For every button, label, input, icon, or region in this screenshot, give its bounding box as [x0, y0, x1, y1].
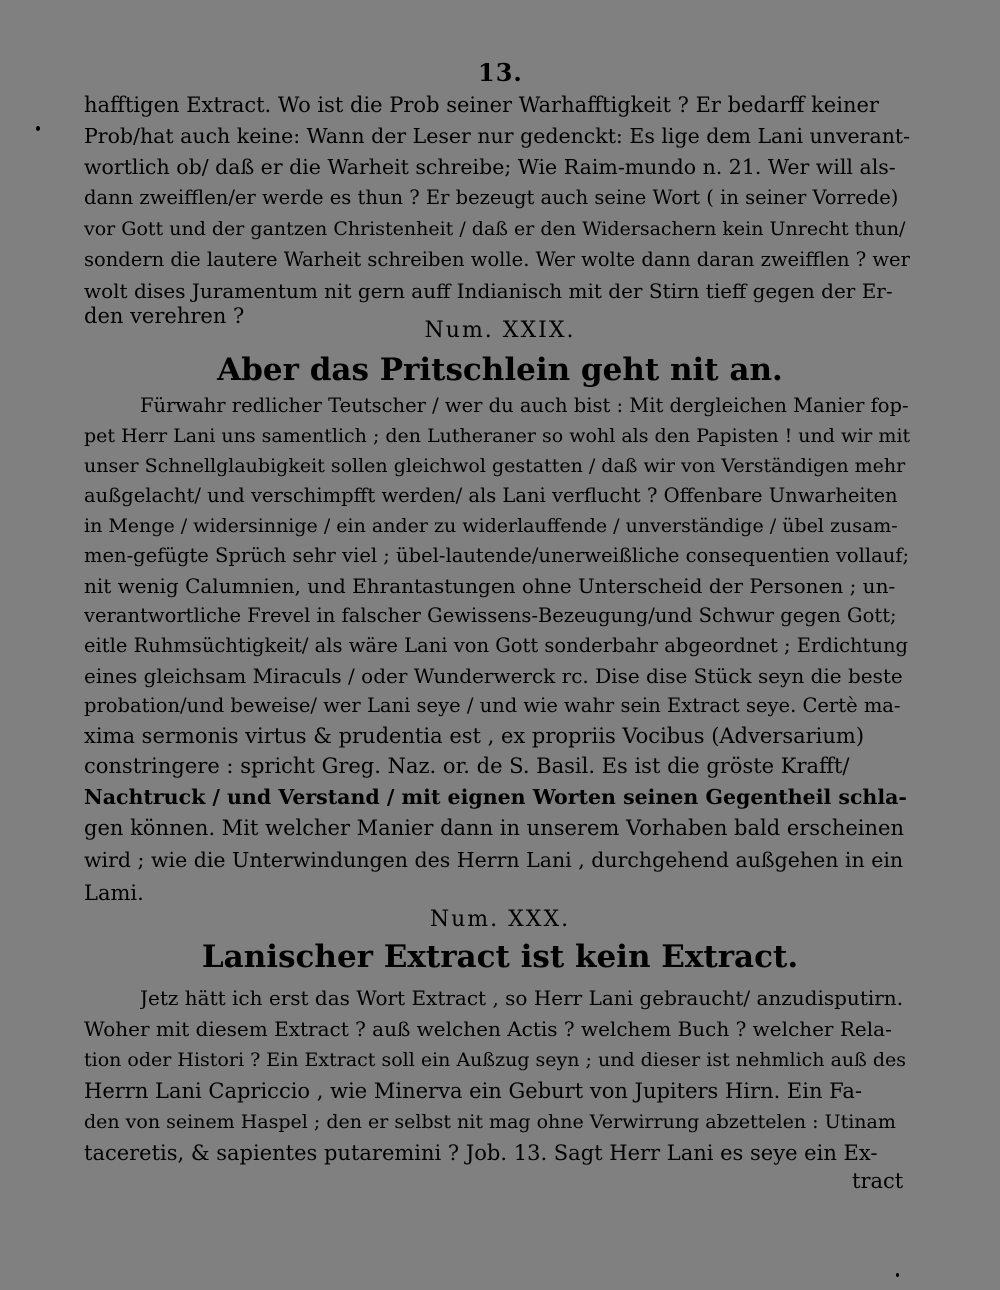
text-line: eitle Ruhmsüchtigkeit/ als wäre Lani von Gott sonderbahr abgeordnet ; Erdichtung [84, 634, 908, 657]
text-line: wortlich ob/ daß er die Warheit schreibe; Wie Raim-mundo n. 21. Wer will als- [84, 155, 896, 179]
text-line: Herrn Lani Capriccio , wie Minerva ein Geburt von Jupiters Hirn. Ein Fa- [84, 1079, 862, 1103]
text-line: verantwortliche Frevel in falscher Gewissens-Bezeugung/und Schwur gegen Gott; [84, 604, 897, 627]
text-line: unser Schnellglaubigkeit sollen gleichwol gestatten / daß wir von Verständigen mehr [84, 455, 906, 477]
text-line: Jetz hätt ich erst das Wort Extract , so Herr Lani gebraucht/ anzudisputirn. [140, 986, 904, 1010]
section-number: Num. XXIX. [424, 318, 576, 343]
text-line: men-gefügte Sprüch sehr viel ; übel-lautende/unerweißliche consequentien vollauf; [84, 544, 910, 567]
ink-speck [896, 1273, 899, 1277]
text-line: sondern die lautere Warheit schreiben wolle. Wer wolte dann daran zweifflen ? wer [84, 248, 910, 271]
catchword: tract [852, 1169, 904, 1193]
text-line: eines gleichsam Miraculs / oder Wunderwerck rc. Dise dise Stück seyn die beste [84, 664, 903, 688]
section-title: Lanischer Extract ist kein Extract. [201, 939, 799, 975]
text-line: außgelacht/ und verschimpfft werden/ als Lani verflucht ? Offenbare Unwarheiten [84, 484, 898, 507]
text-line: Nachtruck / und Verstand / mit eignen Worten seinen Gegentheil schla- [84, 785, 907, 809]
ink-speck [36, 126, 40, 131]
text-line: dann zweifflen/er werde es thun ? Er bezeugt auch seine Wort ( in seiner Vorrede) [84, 186, 899, 209]
page-number: 13. [478, 58, 523, 87]
text-line: xima sermonis virtus & prudentia est , ex propriis Vocibus (Adversarium) [84, 724, 865, 748]
text-line: hafftigen Extract. Wo ist die Prob seiner Warhafftigkeit ? Er bedarff keiner [84, 93, 879, 117]
text-line: den von seinem Haspel ; den er selbst nit mag ohne Verwirrung abzettelen : Utinam [84, 1111, 896, 1133]
section-number: Num. XXX. [429, 907, 571, 932]
text-line: Woher mit diesem Extract ? auß welchen Actis ? welchem Buch ? welcher Rela- [84, 1017, 892, 1041]
text-line: constringere : spricht Greg. Naz. or. de S. Basil. Es ist die gröste Krafft/ [84, 754, 850, 778]
text-line: Lami. [84, 881, 144, 905]
text-line: tion oder Histori ? Ein Extract soll ein Außzug seyn ; und dieser ist nehmlich auß des [84, 1049, 907, 1071]
text-line: Prob/hat auch keine: Wann der Leser nur gedenckt: Es lige dem Lani unverant- [84, 124, 910, 148]
text-line: gen können. Mit welcher Manier dann in unserem Vorhaben bald erscheinen [84, 816, 904, 840]
text-line: taceretis, & sapientes putaremini ? Job. 13. Sagt Herr Lani es seye ein Ex- [84, 1141, 878, 1165]
text-line: pet Herr Lani uns samentlich ; den Lutheraner so wohl als den Papisten ! und wir mit [84, 425, 910, 447]
section-title: Aber das Pritschlein geht nit an. [217, 352, 783, 388]
text-line: vor Gott und der gantzen Christenheit / daß er den Widersachern kein Unrecht thun/ [84, 218, 906, 240]
text-line: nit wenig Calumnien, und Ehrantastungen ohne Unterscheid der Personen ; un- [84, 574, 896, 598]
text-line: den verehren ? [84, 304, 245, 328]
text-line: wolt dises Juramentum nit gern auff Indianisch mit der Stirn tieff gegen der Er- [84, 279, 893, 303]
text-line: probation/und beweise/ wer Lani seye / und wie wahr sein Extract seye. Certè ma- [84, 694, 901, 717]
text-line: wird ; wie die Unterwindungen des Herrn Lani , durchgehend außgehen in ein [84, 848, 904, 872]
text-line: Fürwahr redlicher Teutscher / wer du auch bist : Mit dergleichen Manier fop- [140, 394, 909, 417]
text-line: in Menge / widersinnige / ein ander zu widerlauffende / unverständige / übel zusam- [84, 515, 898, 537]
